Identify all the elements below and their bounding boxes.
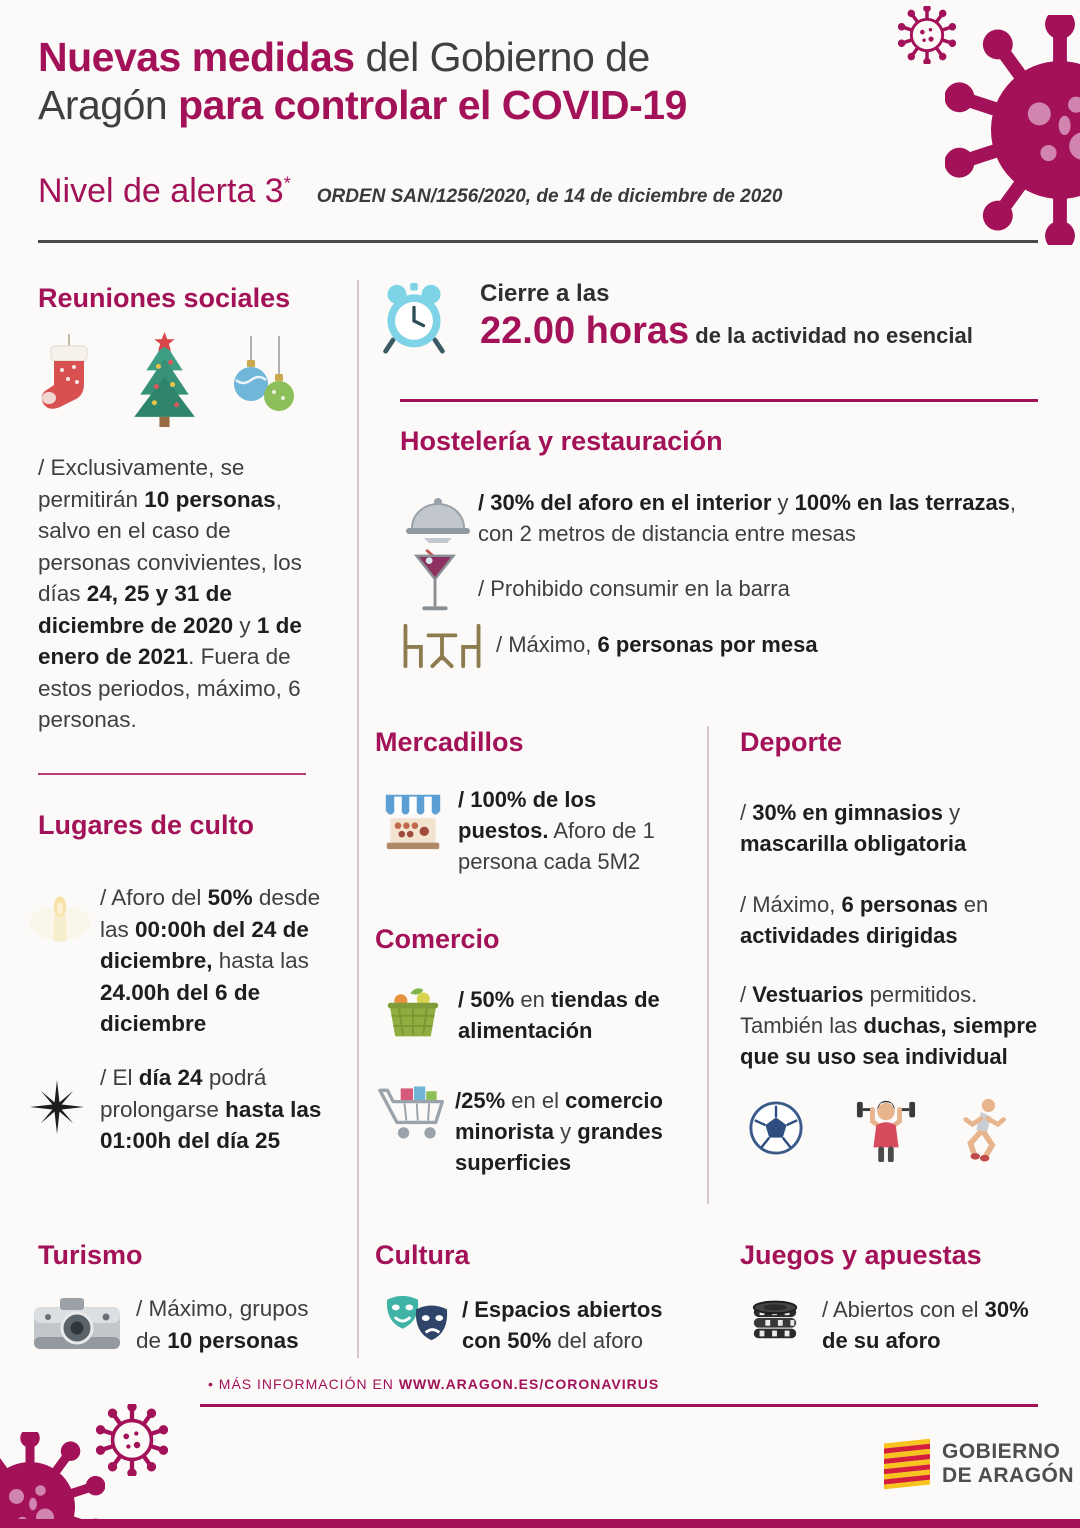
closure-time: 22.00 horas xyxy=(480,310,690,352)
runner-icon xyxy=(952,1096,1006,1162)
section-title-juegos: Juegos y apuestas xyxy=(740,1240,982,1270)
virus-icon xyxy=(945,15,1080,245)
closure-intro: Cierre a las xyxy=(480,280,610,307)
poker-chips-icon xyxy=(748,1292,802,1346)
hosteleria-item-3-text: / Máximo, 6 personas por mesa xyxy=(496,632,818,657)
hosteleria-item-1-text: / 30% del aforo en el interior y 100% en las terrazas, con 2 metros de distancia entre mesas xyxy=(478,490,1017,546)
vertical-divider-1 xyxy=(357,280,359,1358)
comercio-item-1-text: / 50% en tiendas de alimentación xyxy=(458,987,660,1043)
christmas-icons xyxy=(38,332,299,428)
deporte-item-1-text: / 30% en gimnasios y mascarilla obligatoria xyxy=(740,800,967,856)
mercadillos-item-text: / 100% de los puestos. Aforo de 1 persona cada 5M2 xyxy=(458,787,655,874)
weightlifter-icon xyxy=(855,1094,917,1162)
cultura-item-text: / Espacios abiertos con 50% del aforo xyxy=(462,1297,663,1353)
gobierno-aragon-logo xyxy=(884,1440,1074,1487)
culto-item-2-text: / El día 24 podrá prolongarse hasta las 01:00h del día 25 xyxy=(100,1065,322,1153)
table-chairs-icon xyxy=(398,620,486,670)
market-stall-icon xyxy=(383,790,443,852)
cloche-icon xyxy=(404,492,472,544)
bottom-accent-bar xyxy=(0,1519,1080,1528)
hosteleria-item-2-text: / Prohibido consumir en la barra xyxy=(478,576,790,601)
christmas-tree-icon xyxy=(122,332,207,428)
grocery-basket-icon xyxy=(384,985,442,1041)
christmas-stocking-icon xyxy=(38,332,100,428)
section-title-hosteleria: Hostelería y restauración xyxy=(400,426,723,456)
page-title: Nuevas medidas del Gobierno de Aragón para controlar el COVID-19 xyxy=(38,34,687,128)
logo-text: GOBIERNO DE ARAGÓN xyxy=(942,1440,1075,1487)
aragon-flag-icon xyxy=(884,1438,930,1489)
footer-info-url[interactable]: WWW.ARAGON.ES/CORONAVIRUS xyxy=(398,1376,660,1392)
virus-footer-icon xyxy=(0,1432,105,1528)
turismo-item-text: / Máximo, grupos de 10 personas xyxy=(136,1296,309,1353)
juegos-item-text: / Abiertos con el 30% de su aforo xyxy=(822,1297,1029,1353)
order-reference: ORDEN SAN/1256/2020, de 14 de diciembre de 2020 xyxy=(316,186,783,207)
section-title-comercio: Comercio xyxy=(375,924,500,954)
section-title-turismo: Turismo xyxy=(38,1240,143,1270)
sparkle-star-icon xyxy=(30,1080,84,1134)
alarm-clock-icon xyxy=(378,281,450,355)
closure-detail: de la actividad no esencial xyxy=(689,323,973,348)
section-title-cultura: Cultura xyxy=(375,1240,470,1270)
alert-row xyxy=(38,172,782,211)
shopping-cart-icon xyxy=(378,1082,448,1144)
alert-level: Nivel de alerta 3* xyxy=(38,172,291,210)
footer-info-line: • MÁS INFORMACIÓN EN WWW.ARAGON.ES/CORONAVIRUS xyxy=(208,1376,660,1392)
section-title-deporte: Deporte xyxy=(740,727,843,757)
culto-item-1-text: / Aforo del 50% desde las 00:00h del 24 de diciembre, hasta las 24.00h del 6 de diciembre xyxy=(100,885,321,1036)
closure-block xyxy=(480,280,973,353)
section-title-mercadillos: Mercadillos xyxy=(375,727,524,757)
vertical-divider-2 xyxy=(707,726,709,1204)
left-divider xyxy=(38,773,306,775)
footer-divider xyxy=(200,1404,1038,1407)
cocktail-icon xyxy=(412,548,458,618)
header-divider xyxy=(38,240,1038,243)
section-title-culto: Lugares de culto xyxy=(38,810,255,840)
candle-icon xyxy=(24,888,96,950)
virus-small-footer-icon xyxy=(96,1404,168,1476)
section-title-reuniones: Reuniones sociales xyxy=(38,283,291,313)
theater-masks-icon xyxy=(383,1292,453,1348)
deporte-item-3-text: / Vestuarios permitidos. También las duchas, siempre que su uso sea individual xyxy=(740,982,1038,1069)
camera-icon xyxy=(32,1295,122,1353)
mid-divider xyxy=(400,399,1038,402)
soccer-ball-icon xyxy=(748,1100,804,1156)
ornaments-icon xyxy=(229,336,299,428)
deporte-item-2-text: / Máximo, 6 personas en actividades dirigidas xyxy=(740,892,989,948)
reuniones-body-text: / Exclusivamente, se permitirán 10 personas, salvo en el caso de personas convivientes, los días 24, 25 y 31 de diciembre de 2020 y 1 de enero de 2021. Fuera de estos periodos, máximo, 6 personas. xyxy=(38,455,302,732)
comercio-item-2-text: /25% en el comercio minorista y grandes superficies xyxy=(455,1088,663,1175)
